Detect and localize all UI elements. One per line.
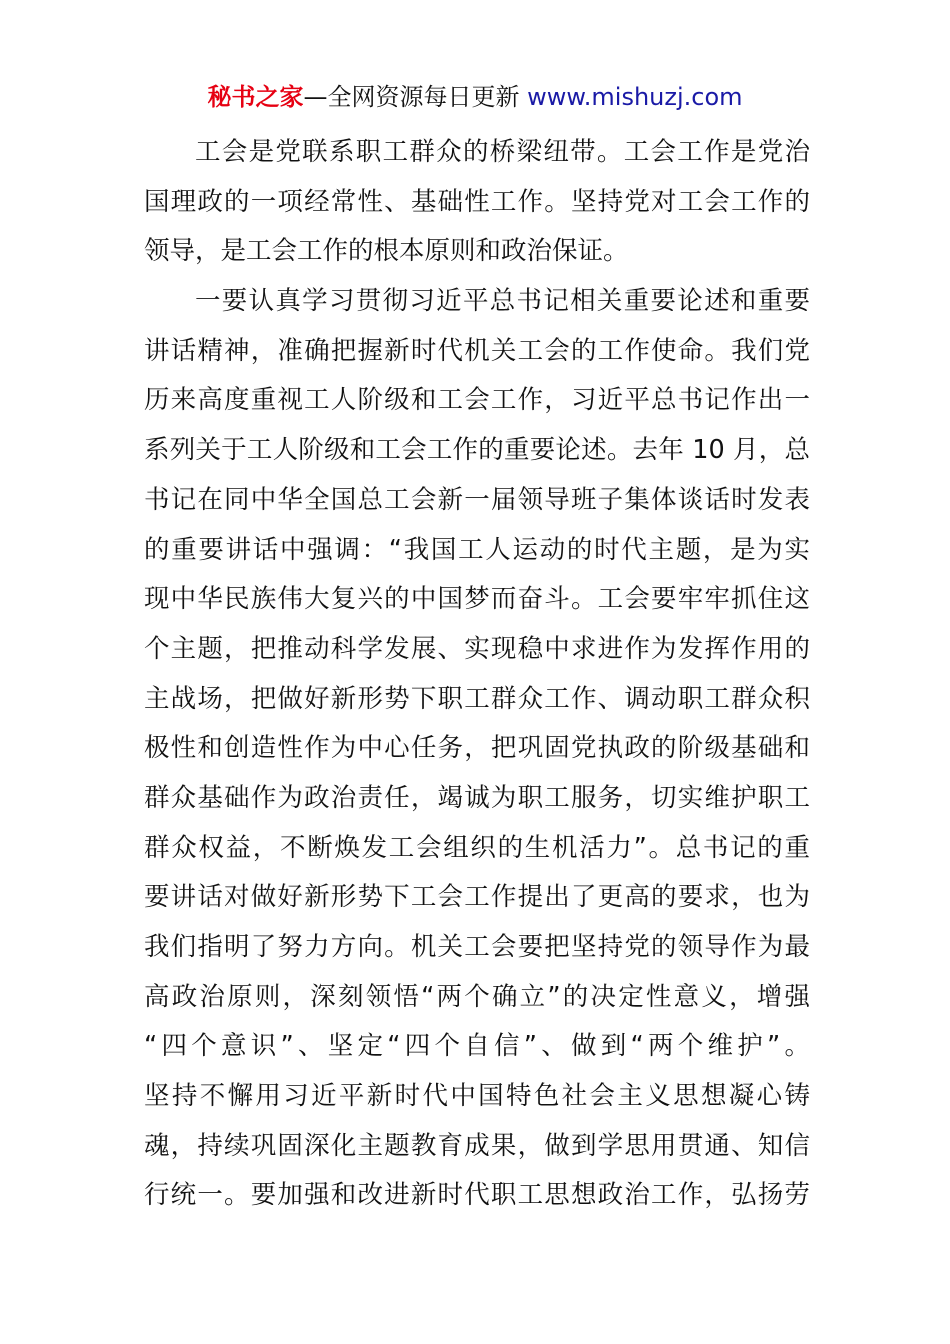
paragraph-line: 行统一。要加强和改进新时代职工思想政治工作，弘扬劳 xyxy=(144,1180,810,1211)
paragraph-line: 个主题，把推动科学发展、实现稳中求进作为发挥作用的 xyxy=(144,633,810,664)
paragraph-line: 主战场，把做好新形势下职工群众工作、调动职工群众积 xyxy=(144,683,810,714)
paragraph-line: 群众权益，不断焕发工会组织的生机活力”。总书记的重 xyxy=(144,832,810,863)
paragraph-line: 极性和创造性作为中心任务，把巩固党执政的阶级基础和 xyxy=(144,733,810,764)
paragraph-line: 群众基础作为政治责任，竭诚为职工服务，切实维护职工 xyxy=(144,782,810,813)
paragraph-line: 的重要讲话中强调：“我国工人运动的时代主题，是为实 xyxy=(144,534,810,565)
paragraph-line: 历来高度重视工人阶级和工会工作，习近平总书记作出一 xyxy=(144,385,810,416)
paragraph-line: 坚持不懈用习近平新时代中国特色社会主义思想凝心铸 xyxy=(144,1081,810,1112)
document-body xyxy=(144,128,810,1221)
paragraph-line: 高政治原则，深刻领悟“两个确立”的决定性意义，增强 xyxy=(144,981,810,1012)
site-header xyxy=(0,80,950,114)
paragraph-line: “四个意识”、坚定“四个自信”、做到“两个维护”。 xyxy=(144,1031,810,1062)
paragraph-line: 我们指明了努力方向。机关工会要把坚持党的领导作为最 xyxy=(144,932,810,962)
site-brand: 秘书之家 xyxy=(207,83,304,111)
paragraph-line: 要讲话对做好新形势下工会工作提出了更高的要求，也为 xyxy=(144,882,810,913)
site-tagline: —全网资源每日更新 xyxy=(303,83,528,111)
paragraph-line: 国理政的一项经常性、基础性工作。坚持党对工会工作的 xyxy=(144,186,810,217)
paragraph-line: 一要认真学习贯彻习近平总书记相关重要论述和重要 xyxy=(195,286,810,317)
paragraph-line: 现中华民族伟大复兴的中国梦而奋斗。工会要牢牢抓住这 xyxy=(144,584,810,615)
paragraph-line: 讲话精神，准确把握新时代机关工会的工作使命。我们党 xyxy=(144,335,810,366)
site-url: www.mishuzj.com xyxy=(527,83,743,111)
paragraph-line: 书记在同中华全国总工会新一届领导班子集体谈话时发表 xyxy=(144,484,810,515)
paragraph-line: 魂，持续巩固深化主题教育成果，做到学思用贯通、知信 xyxy=(144,1130,810,1161)
paragraph-line: 工会是党联系职工群众的桥梁纽带。工会工作是党治 xyxy=(195,137,810,167)
paragraph-line: 系列关于工人阶级和工会工作的重要论述。去年 10 月，总 xyxy=(144,435,810,466)
paragraph-line: 领导，是工会工作的根本原则和政治保证。 xyxy=(144,236,629,267)
